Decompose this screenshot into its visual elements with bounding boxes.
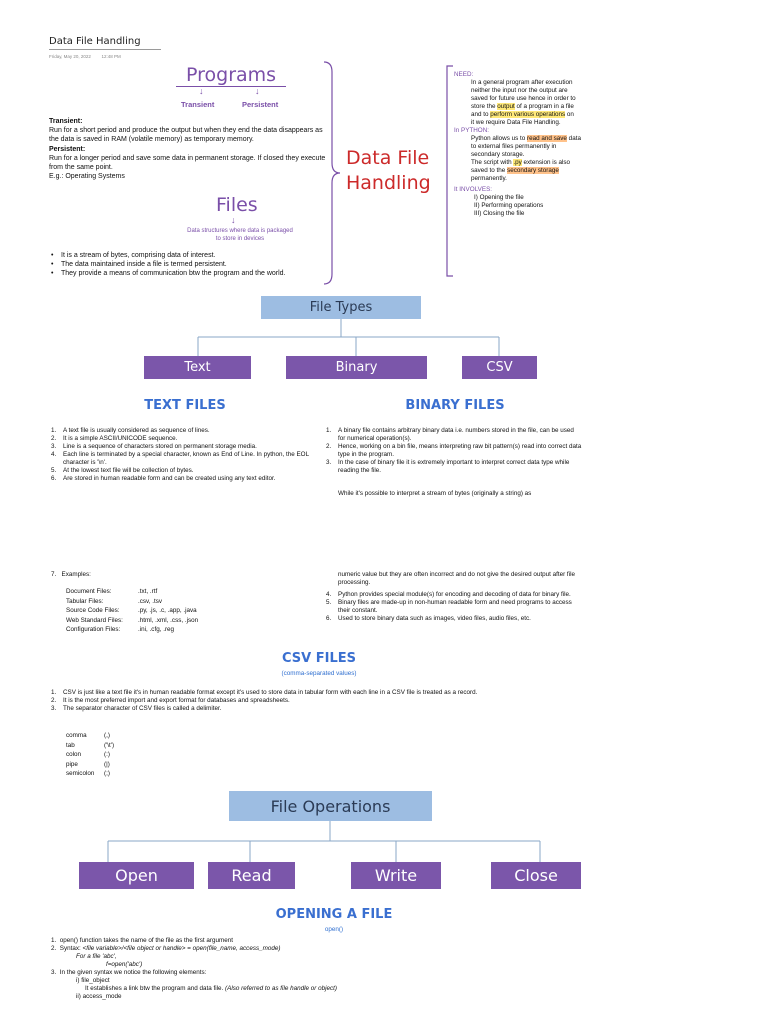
programs-title: Programs <box>186 64 277 86</box>
list-item: 3. In the given syntax we notice the following elements: <box>51 969 207 976</box>
example-line-2: f=open('abc') <box>106 961 143 968</box>
table-row: tab ('\t') <box>66 741 115 749</box>
left-brace <box>322 60 342 286</box>
binary-continuation-2: numeric value but they are often incorrect and do not give the desired output after file processing. <box>338 571 575 586</box>
highlight-output: output <box>497 103 515 110</box>
list-item: 2. Syntax: <file variable>/<file object or handle> = open(file_name, access_mode) <box>51 945 281 952</box>
element-file-object: i) file_object <box>76 977 110 984</box>
highlight-secondary-storage: secondary storage <box>507 167 559 174</box>
involves-item: I) Opening the file <box>474 194 524 201</box>
list-item: 3. In the case of binary file it is extremely important to interpret correct data type while reading the file. <box>326 459 570 474</box>
python-line: secondary storage. <box>471 151 525 158</box>
need-line: and to perform various operations on <box>471 111 574 118</box>
programs-persistent: Persistent <box>242 100 279 109</box>
center-title <box>346 146 438 196</box>
op-open: Open <box>79 862 194 889</box>
need-line: saved for future use hence in order to <box>471 95 576 102</box>
python-line: to external files permanently in <box>471 143 557 150</box>
binary-files-list <box>326 427 582 475</box>
table-row: Document Files: .txt, .rtf <box>66 588 158 595</box>
csv-files-list <box>51 689 621 713</box>
example-line-1: For a file 'abc', <box>76 953 117 960</box>
type-text: Text <box>144 356 251 379</box>
arrow-transient: ↓ <box>199 86 204 96</box>
programs-transient: Transient <box>181 100 215 109</box>
table-row: Configuration Files: .ini, .cfg, .reg <box>66 626 175 633</box>
opening-subheading: open() <box>324 926 344 933</box>
transient-text: Run for a short period and produce the output but when they end the data disappears as the data is saved in RAM (volatile memory) as temporary memory. <box>49 127 323 144</box>
python-line: The script with .py extension is also <box>471 159 571 166</box>
text-files-heading: TEXT FILES <box>144 398 226 413</box>
table-row: Web Standard Files: .html, .xml, .css, .json <box>66 616 199 624</box>
files-bullets <box>49 251 339 279</box>
persistent-label: Persistent: <box>49 145 86 153</box>
python-line: permanently. <box>471 175 507 182</box>
need-text <box>454 79 604 127</box>
list-item: 6. Are stored in human readable form and can be created using any text editor. <box>51 475 276 482</box>
need-line: neither the input nor the output are <box>471 87 568 94</box>
title-underline <box>49 49 161 50</box>
element-access-mode: ii) access_mode <box>76 993 122 1000</box>
page-title: Data File Handling <box>49 36 141 47</box>
binary-files-list-2 <box>326 591 582 623</box>
persistent-example: E.g.: Operating Systems <box>49 173 125 181</box>
binary-continuation-1: While it's possible to interpret a stream of bytes (originally a string) as <box>338 490 532 497</box>
persistent-text: Run for a longer period and save some data in permanent storage. If closed they execute from the same point. <box>49 154 326 172</box>
list-item: 3. The separator character of CSV files is called a delimiter. <box>51 705 222 712</box>
file-types-connectors <box>140 319 540 356</box>
file-operations-header: File Operations <box>229 791 432 821</box>
list-item: 5. Binary files are made-up in non-human readable form and need programs to access their constant. <box>326 599 572 614</box>
involves-item: II) Performing operations <box>474 202 544 209</box>
arrow-persistent: ↓ <box>255 86 260 96</box>
programs-underline <box>176 86 286 87</box>
need-line: In a general program after execution <box>471 79 573 86</box>
op-read: Read <box>208 862 295 889</box>
files-caption-line2: to store in devices <box>215 236 265 242</box>
table-row: colon (:) <box>66 751 110 758</box>
files-caption <box>160 227 320 243</box>
examples-table <box>66 587 198 635</box>
list-item: 2. It is the most preferred import and export format for databases and spreadsheets. <box>51 697 290 704</box>
op-write: Write <box>351 862 441 889</box>
center-title-line1: Data File <box>346 147 430 169</box>
list-item: 2. It is a simple ASCII/UNICODE sequence. <box>51 435 178 442</box>
delimiters-table <box>66 731 114 779</box>
csv-files-subheading: (comma-separated values) <box>281 670 357 677</box>
text-files-list <box>51 427 309 483</box>
element-file-object-desc: It establishes a link btw the program and data file. (Also referred to as file handle or object) <box>85 985 338 992</box>
involves-list <box>454 194 604 218</box>
files-bullet: • The data maintained inside a file is termed persistent. <box>49 260 339 269</box>
files-caption-line1: Data structures where data is packaged <box>187 228 293 234</box>
page-date <box>49 54 121 59</box>
opening-heading: OPENING A FILE <box>275 907 393 922</box>
table-row: Tabular Files: .csv, .tsv <box>66 597 163 605</box>
python-label: In PYTHON: <box>454 127 489 134</box>
list-item: 4. Python provides special module(s) for encoding and decoding of data for binary file. <box>326 591 571 598</box>
involves-label: It INVOLVES: <box>454 186 493 193</box>
python-text <box>454 135 604 183</box>
list-item: 1. A binary file contains arbitrary binary data i.e. numbers stored in the file, can be used for numerical operation(s). <box>326 427 574 442</box>
list-item: 4. Each line is terminated by a special character, known as End of Line. In python, the EOL character is '\n'. <box>51 451 309 466</box>
date-text: Friday, May 20, 2022 <box>49 54 91 59</box>
binary-files-heading: BINARY FILES <box>405 398 505 413</box>
python-line: Python allows us to read and save data <box>471 135 581 142</box>
examples-label: Examples: <box>61 571 91 578</box>
type-csv: CSV <box>462 356 537 379</box>
transient-block <box>49 117 334 181</box>
table-row: Source Code Files: .py, .js, .c, .app, .java <box>66 607 197 614</box>
transient-label: Transient: <box>49 118 83 125</box>
list-item: 5. At the lowest text file will be collection of bytes. <box>51 467 194 474</box>
text-files-item7: 7. Examples: <box>51 571 91 578</box>
files-bullet: • It is a stream of bytes, comprising data of interest. <box>49 251 339 260</box>
highlight-read-save: read and save <box>527 135 567 142</box>
python-line: saved to the secondary storage <box>471 167 559 174</box>
file-types-header: File Types <box>261 296 421 319</box>
op-close: Close <box>491 862 581 889</box>
list-item: 6. Used to store binary data such as images, video files, audio files, etc. <box>326 615 531 622</box>
time-text: 12:48 PM <box>101 54 121 59</box>
files-bullet: • They provide a means of communication btw the program and the world. <box>49 269 339 278</box>
table-row: comma (,) <box>66 732 110 739</box>
list-item: 1. A text file is usually considered as sequence of lines. <box>51 427 210 434</box>
file-operations-connectors <box>100 821 580 863</box>
list-item: 2. Hence, working on a bin file, means interpreting raw bit pattern(s) read into correct data type in the program. <box>326 443 582 458</box>
involves-item: III) Closing the file <box>474 210 525 217</box>
highlight-operations: perform various operations <box>490 111 566 118</box>
need-line: store the output of a program in a file <box>471 103 574 110</box>
table-row: semicolon (;) <box>66 770 110 777</box>
need-line: it we require Data File Handling. <box>471 119 561 126</box>
table-row: pipe (|) <box>66 760 110 768</box>
arrow-files: ↓ <box>231 215 236 225</box>
need-block <box>454 71 604 218</box>
need-label: NEED: <box>454 71 474 78</box>
type-binary: Binary <box>286 356 427 379</box>
list-item: 1. open() function takes the name of the file as the first argument <box>51 937 234 944</box>
files-title: Files <box>216 194 258 216</box>
highlight-py: .py <box>513 159 522 166</box>
center-title-line2: Handling <box>346 172 431 194</box>
opening-list <box>51 937 611 1001</box>
list-item: 3. Line is a sequence of characters stored on permanent storage media. <box>51 443 257 450</box>
csv-files-heading: CSV FILES <box>282 651 356 666</box>
list-item: 1. CSV is just like a text file it's in human readable format except it's used to store data in tabular form with each line in a CSV file is treated as a record. <box>51 689 478 696</box>
